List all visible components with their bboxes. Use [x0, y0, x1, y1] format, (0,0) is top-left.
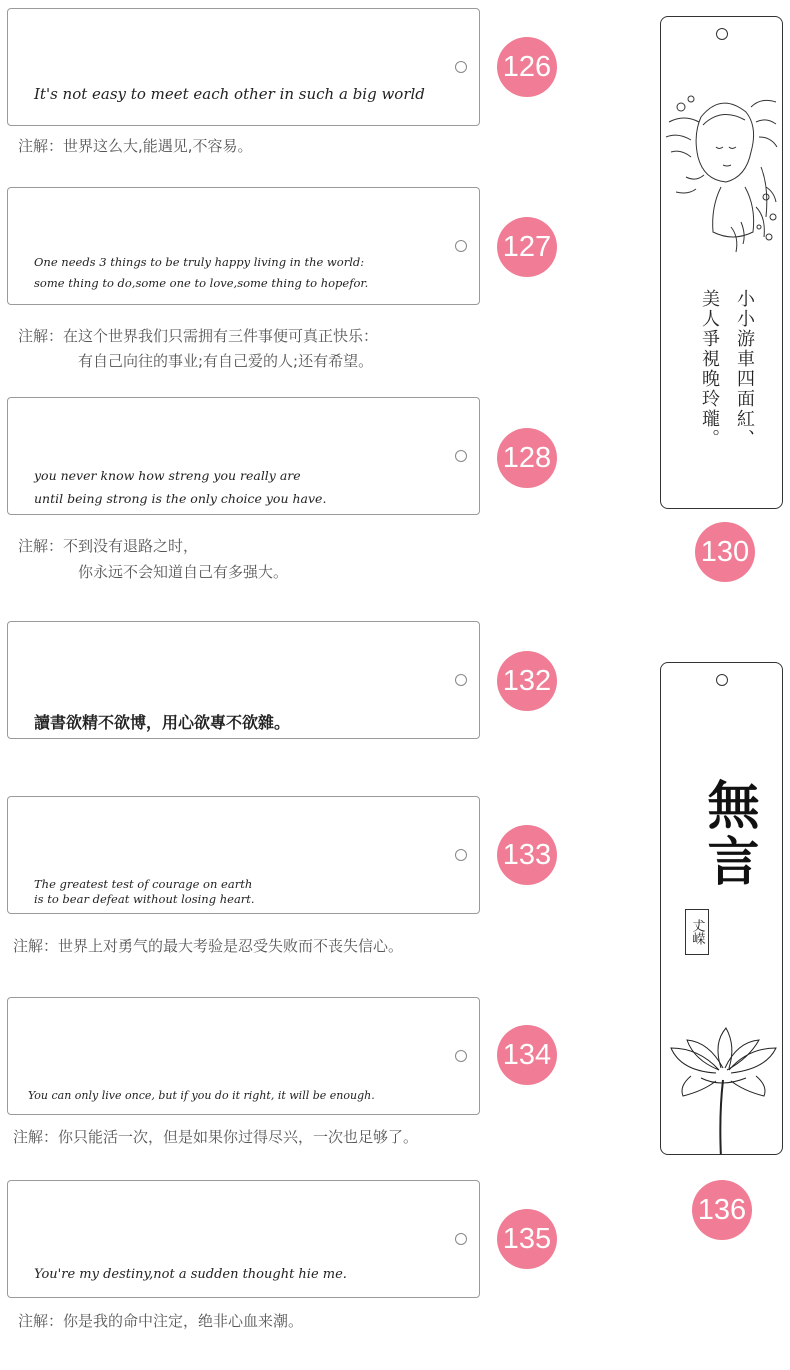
- bookmark-card-134[interactable]: [7, 997, 480, 1115]
- hole-icon: [716, 28, 728, 40]
- card-note: [18, 135, 253, 156]
- hole-icon: [455, 1233, 467, 1245]
- card-note: [18, 1310, 303, 1331]
- card-quote: You can only live once, but if you do it right, it will be enough.: [28, 1089, 375, 1102]
- poem-column-2: 美人爭視晚玲瓏。: [699, 289, 720, 449]
- badge-number: 128: [497, 428, 557, 488]
- bookmark-card-135[interactable]: [7, 1180, 480, 1298]
- hole-icon: [455, 674, 467, 686]
- vertical-bookmark-136[interactable]: [660, 662, 783, 1155]
- bookmark-card-128[interactable]: [7, 397, 480, 515]
- card-note: [13, 1126, 418, 1147]
- badge-number: 127: [497, 217, 557, 277]
- note-line: 注解：你是我的命中注定，绝非心血来潮。: [18, 1312, 304, 1330]
- badge-number: 130: [695, 522, 755, 582]
- note-line: 注解：世界上对勇气的最大考验是忍受失败而不丧失信心。: [13, 937, 404, 955]
- hole-icon: [455, 240, 467, 252]
- bookmark-card-133[interactable]: [7, 796, 480, 914]
- card-quote: It's not easy to meet each other in such a big world: [34, 85, 425, 103]
- card-quote: You're my destiny,not a sudden thought hie me.: [34, 1267, 347, 1282]
- note-line: 注解：世界这么大,能遇见,不容易。: [18, 137, 253, 155]
- note-line: 注解：你只能活一次，但是如果你过得尽兴，一次也足够了。: [13, 1128, 419, 1146]
- note-line-2: 你永远不会知道自己有多强大。: [78, 563, 289, 581]
- card-quote: One needs 3 things to be truly happy living in the world: some thing to do,some one to love,some thing to hopefor.: [34, 255, 369, 290]
- seal-stamp: [685, 909, 709, 955]
- hole-icon: [455, 1050, 467, 1062]
- card-note: [18, 535, 288, 583]
- bookmark-card-126[interactable]: [7, 8, 480, 126]
- hole-icon: [455, 849, 467, 861]
- hole-icon: [455, 61, 467, 73]
- lotus-flower-icon: [661, 1018, 783, 1155]
- card-note: [18, 325, 378, 371]
- card-quote: 讀書欲精不欲博，用心欲專不欲雜。: [34, 713, 291, 732]
- card-note: [13, 935, 403, 956]
- calligraphy-title: 無言: [698, 778, 759, 890]
- hole-icon: [455, 450, 467, 462]
- badge-number: 134: [497, 1025, 557, 1085]
- bookmark-card-127[interactable]: [7, 187, 480, 305]
- card-quote: you never know how streng you really are until being strong is the only choice you have.: [34, 468, 327, 506]
- note-line: 注解：在这个世界我们只需拥有三件事便可真正快乐：: [18, 327, 379, 345]
- badge-number: 132: [497, 651, 557, 711]
- note-line: 注解：不到没有退路之时，: [18, 537, 199, 555]
- poem-column-1: 小小游車四面紅、: [734, 289, 755, 449]
- badge-number: 135: [497, 1209, 557, 1269]
- bookmark-card-132[interactable]: [7, 621, 480, 739]
- badge-number: 133: [497, 825, 557, 885]
- badge-number: 126: [497, 37, 557, 97]
- card-quote: The greatest test of courage on earth is to bear defeat without losing heart.: [34, 877, 255, 906]
- seal-text: 𠀋嵘: [689, 919, 705, 945]
- girl-illustration-icon: [661, 77, 783, 267]
- badge-number: 136: [692, 1180, 752, 1240]
- vertical-bookmark-130[interactable]: [660, 16, 783, 509]
- note-line-2: 有自己向往的事业;有自己爱的人;还有希望。: [78, 352, 374, 370]
- hole-icon: [716, 674, 728, 686]
